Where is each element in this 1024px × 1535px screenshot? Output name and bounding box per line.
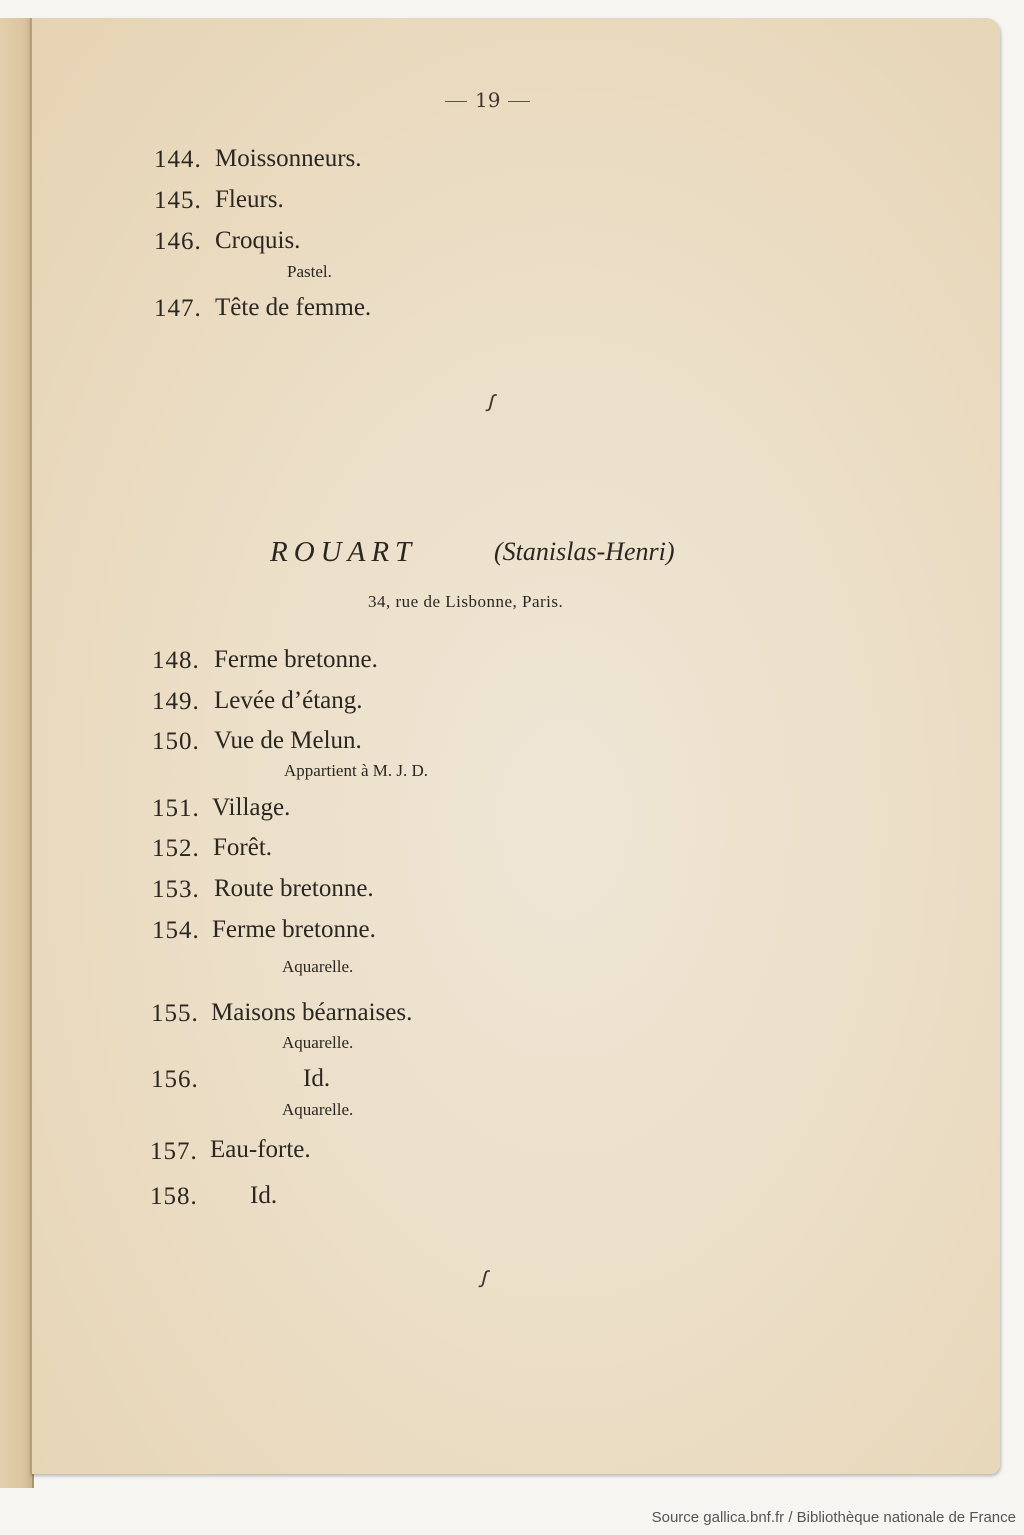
adjacent-page-edge xyxy=(0,18,34,1488)
entry-number: 157. xyxy=(150,1138,198,1165)
entry-number: 150. xyxy=(152,728,200,755)
header-rule-right xyxy=(508,101,530,102)
entry-title: Vue de Melun. xyxy=(214,727,362,754)
entry-note: Aquarelle. xyxy=(282,1033,354,1052)
entry-number: 149. xyxy=(152,688,200,715)
fleuron-ornament: ꭍ xyxy=(485,391,493,416)
entry-number: 156. xyxy=(151,1066,199,1093)
catalogue-page xyxy=(30,18,1000,1474)
entry-number: 147. xyxy=(154,295,202,322)
entry-title: Id. xyxy=(303,1065,331,1092)
fleuron-ornament: ꭍ xyxy=(478,1267,486,1292)
entry-title: Eau-forte. xyxy=(210,1136,311,1163)
entry-title: Id. xyxy=(250,1182,278,1209)
entry-number: 148. xyxy=(152,647,200,674)
artist-surname: ROUART xyxy=(270,536,418,568)
artist-address: 34, rue de Lisbonne, Paris. xyxy=(368,592,564,611)
entry-title: Route bretonne. xyxy=(214,875,374,902)
entry-number: 146. xyxy=(154,228,202,255)
entry-number: 151. xyxy=(152,795,200,822)
entry-title: Moissonneurs. xyxy=(215,145,362,172)
source-attribution: Source gallica.bnf.fr / Bibliothèque nationale de France xyxy=(651,1509,1016,1526)
entry-number: 144. xyxy=(154,146,202,173)
entry-number: 145. xyxy=(154,187,202,214)
entry-title: Fleurs. xyxy=(215,186,284,213)
entry-title: Croquis. xyxy=(215,227,301,254)
entry-number: 158. xyxy=(150,1183,198,1210)
entry-title: Maisons béarnaises. xyxy=(211,999,413,1026)
entry-note: Aquarelle. xyxy=(282,957,354,976)
page-number: 19 xyxy=(475,88,501,112)
entry-note: Pastel. xyxy=(287,262,332,281)
entry-title: Forêt. xyxy=(213,834,273,861)
entry-title: Ferme bretonne. xyxy=(212,916,376,943)
artist-given-names: (Stanislas-Henri) xyxy=(494,537,675,566)
entry-note: Appartient à M. J. D. xyxy=(284,761,429,780)
entry-title: Ferme bretonne. xyxy=(214,646,378,673)
entry-title: Levée d’étang. xyxy=(214,687,363,714)
entry-number: 153. xyxy=(152,876,200,903)
page-header xyxy=(437,88,538,112)
header-rule-left xyxy=(445,101,467,102)
entry-number: 154. xyxy=(152,917,200,944)
entry-number: 155. xyxy=(151,1000,199,1027)
entry-note: Aquarelle. xyxy=(282,1100,354,1119)
entry-number: 152. xyxy=(152,835,200,862)
entry-title: Village. xyxy=(212,794,291,821)
entry-title: Tête de femme. xyxy=(215,294,372,321)
